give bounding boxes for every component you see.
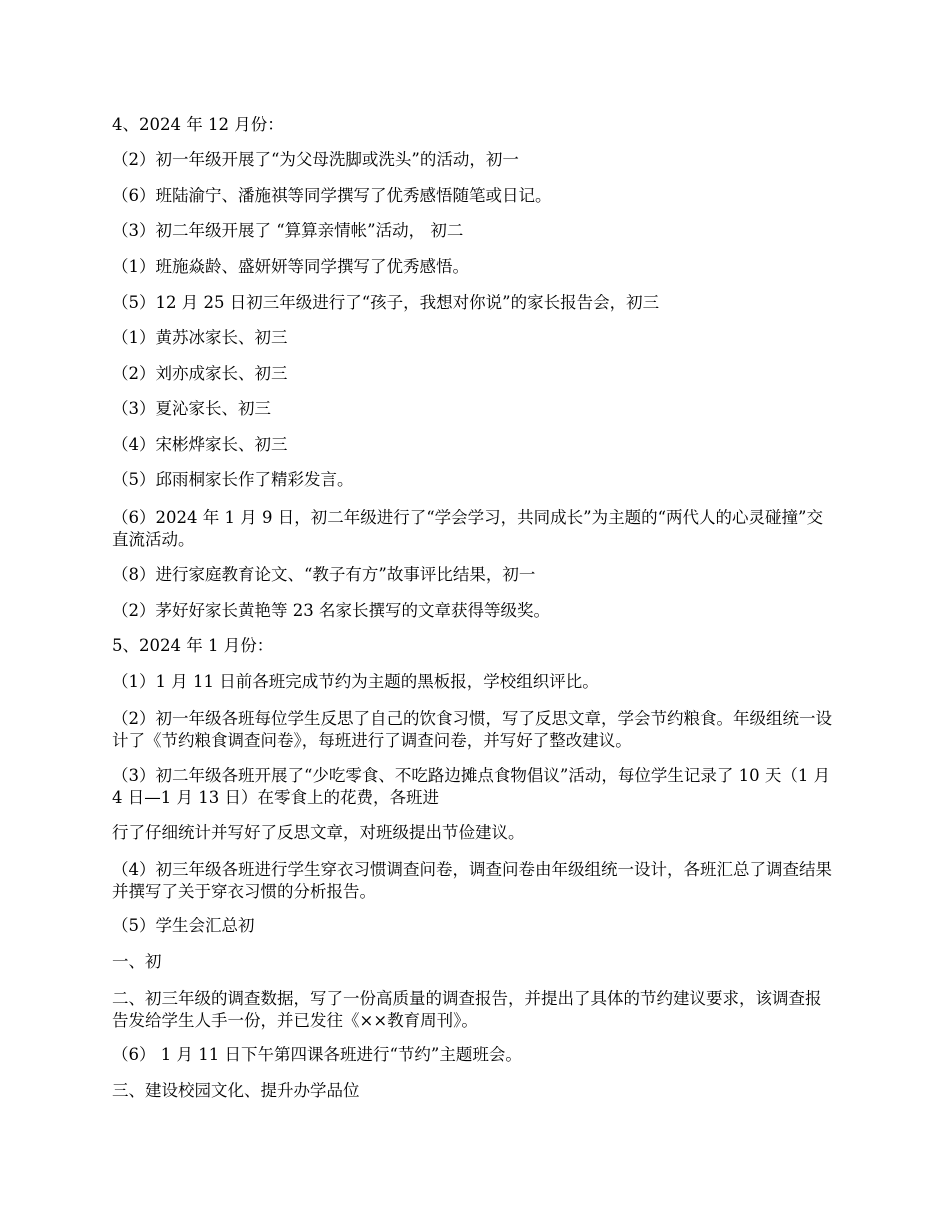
paragraph: （3）初二年级开展了 “算算亲情帐”活动， 初二: [112, 221, 464, 240]
paragraph: （1）班施焱龄、盛妍妍等同学撰写了优秀感悟。: [112, 257, 469, 276]
paragraph: 一、初: [112, 952, 162, 971]
paragraph: 二、初三年级的调查数据，写了一份高质量的调查报告，并提出了具体的节约建议要求，该调查报告发给学生人手一份，并已发往《××教育周刊》。: [112, 989, 822, 1030]
paragraph: （2）初一年级各班每位学生反思了自己的饮食习惯，写了反思文章，学会节约粮食。年级组统一设计了《节约粮食调查问卷》，每班进行了调查问卷，并写好了整改建议。: [112, 709, 832, 750]
paragraph: （4）宋彬烨家长、初三: [112, 435, 288, 454]
paragraph: （5）学生会汇总初: [112, 916, 255, 935]
paragraph: （3）初二年级各班开展了“少吃零食、不吃路边摊点食物倡议”活动，每位学生记录了 10 天（1 月 4 日—1 月 13 日）在零食上的花费，各班进: [112, 766, 831, 807]
paragraph: （5）12 月 25 日初三年级进行了“孩子，我想对你说”的家长报告会，初三: [112, 293, 660, 312]
section-heading-december: 4、2024 年 12 月份：: [112, 115, 284, 134]
paragraph: （1）黄苏冰家长、初三: [112, 328, 288, 347]
paragraph: （2）刘亦成家长、初三: [112, 364, 288, 383]
section-heading-january: 5、2024 年 1 月份：: [112, 636, 274, 655]
paragraph: （8）进行家庭教育论文、“教子有方”故事评比结果，初一: [112, 565, 536, 584]
paragraph: （6）班陆渝宁、潘施祺等同学撰写了优秀感悟随笔或日记。: [112, 186, 552, 205]
paragraph: 行了仔细统计并写好了反思文章，对班级提出节俭建议。: [112, 823, 525, 842]
paragraph: （2）茅好好家长黄艳等 23 名家长撰写的文章获得等级奖。: [112, 601, 550, 620]
paragraph: （5）邱雨桐家长作了精彩发言。: [112, 470, 354, 489]
paragraph: （4）初三年级各班进行学生穿衣习惯调查问卷，调查问卷由年级组统一设计，各班汇总了调查结果并撰写了关于穿衣习惯的分析报告。: [112, 860, 832, 901]
section-heading-campus-culture: 三、建设校园文化、提升办学品位: [112, 1081, 360, 1100]
paragraph: （6） 1 月 11 日下午第四课各班进行“节约”主题班会。: [112, 1045, 522, 1064]
paragraph: （1）1 月 11 日前各班完成节约为主题的黑板报，学校组织评比。: [112, 672, 599, 691]
paragraph: （2）初一年级开展了“为父母洗脚或洗头”的活动，初一: [112, 150, 519, 169]
paragraph: （6）2024 年 1 月 9 日，初二年级进行了“学会学习，共同成长”为主题的“两代人的心灵碰撞”交直流活动。: [112, 508, 823, 549]
paragraph: （3）夏沁家长、初三: [112, 399, 271, 418]
